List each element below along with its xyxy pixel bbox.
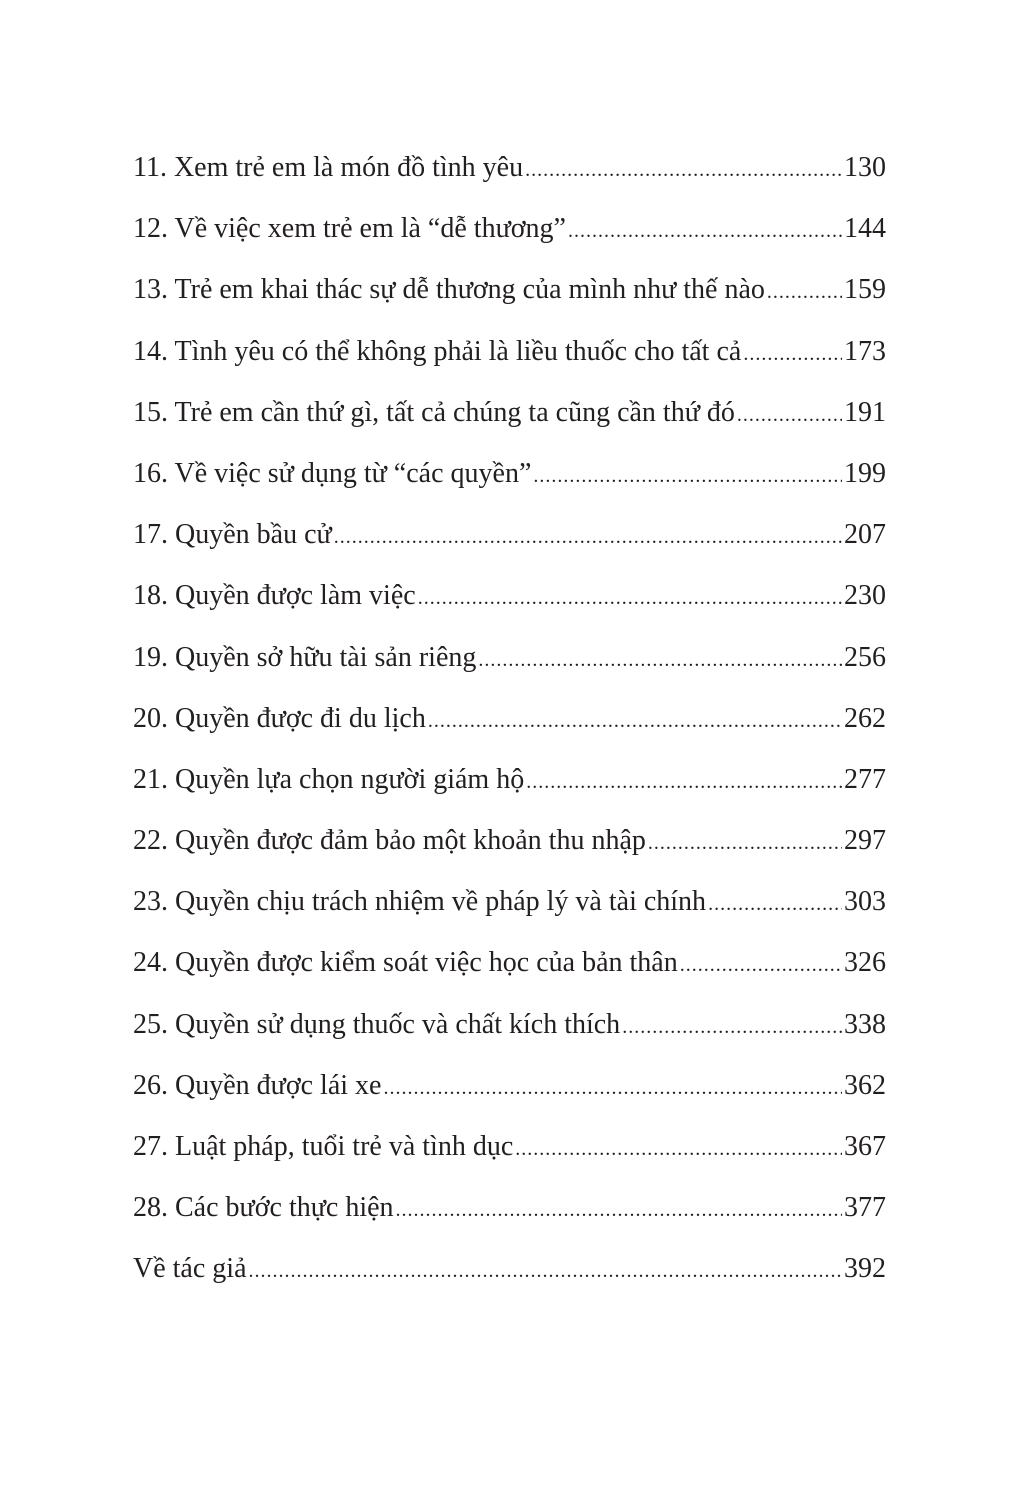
dot-leader [383,1069,842,1107]
toc-entry-page: 130 [844,152,886,183]
dot-leader [648,824,842,862]
toc-entry-page: 230 [844,580,886,612]
toc-entry-title: 23. Quyền chịu trách nhiệm về pháp lý và tài chính [133,886,707,918]
dot-leader [525,151,842,189]
toc-entry [133,1006,886,1067]
toc-entry [133,394,886,455]
toc-entry-title: 25. Quyền sử dụng thuốc và chất kích thích [133,1008,621,1040]
toc-entry [133,1250,886,1311]
toc-entry-page: 191 [844,396,886,428]
toc-entry-page: 207 [844,519,886,551]
toc-entry-title: 14. Tình yêu có thể không phải là liều thuốc cho tất cả [133,335,742,367]
dot-leader [622,1008,842,1046]
dot-leader [249,1252,843,1290]
toc-entry-title: 24. Quyền được kiểm soát việc học của bản thân [133,947,678,979]
toc-entry-title: 26. Quyền được lái xe [133,1069,382,1101]
toc-entry [133,516,886,577]
dot-leader [737,396,842,434]
toc-entry-title: Về tác giả [133,1253,247,1285]
toc-entry-page: 277 [844,763,886,795]
toc-entry [133,577,886,638]
toc-entry [133,1067,886,1128]
toc-entry-page: 367 [844,1131,886,1162]
dot-leader [478,641,842,679]
dot-leader [533,457,842,495]
toc-entry-page: 338 [844,1008,886,1040]
toc-entry-title: 21. Quyền lựa chọn người giám hộ [133,763,525,795]
dot-leader [396,1191,842,1229]
toc-entry-page: 144 [844,213,886,245]
dot-leader [708,885,842,923]
dot-leader [743,335,842,373]
toc-entry-page: 362 [844,1069,886,1101]
toc-entry-page: 303 [844,886,886,918]
toc-entry-page: 297 [844,825,886,857]
toc-entry [133,271,886,332]
toc-entry-title: 12. Về việc xem trẻ em là “dễ thương” [133,213,566,245]
toc-entry-title: 18. Quyền được làm việc [133,580,416,612]
toc-entry [133,883,886,944]
toc-entry [133,944,886,1005]
toc-entry [133,210,886,271]
toc-entry [133,455,886,516]
toc-entry-page: 199 [844,457,886,489]
toc-entry-title: 22. Quyền được đảm bảo một khoản thu nhập [133,825,646,857]
toc-entry-title: 28. Các bước thực hiện [133,1192,394,1224]
toc-entry-page: 377 [844,1192,886,1224]
toc-entry-title: 19. Quyền sở hữu tài sản riêng [133,641,477,673]
dot-leader [568,212,842,250]
toc-entry-page: 392 [844,1253,886,1285]
toc-entry-title: 13. Trẻ em khai thác sự dễ thương của mình như thế nào [133,274,765,306]
toc-entry [133,822,886,883]
toc-entry-title: 16. Về việc sử dụng từ “các quyền” [133,457,532,489]
toc-entry [133,700,886,761]
table-of-contents [133,149,886,1312]
toc-entry-page: 262 [844,702,886,734]
toc-entry [133,761,886,822]
toc-entry-title: 20. Quyền được đi du lịch [133,702,426,734]
toc-entry [133,333,886,394]
dot-leader [334,518,842,556]
dot-leader [515,1130,842,1168]
toc-entry [133,639,886,700]
toc-entry-title: 27. Luật pháp, tuổi trẻ và tình dục [133,1131,514,1162]
toc-entry-page: 326 [844,947,886,979]
toc-entry-page: 159 [844,274,886,306]
toc-entry [133,1189,886,1250]
toc-entry [133,1128,886,1189]
toc-entry-title: 11. Xem trẻ em là món đồ tình yêu [133,152,524,183]
dot-leader [680,946,842,984]
toc-entry-page: 256 [844,641,886,673]
toc-entry-page: 173 [844,335,886,367]
toc-entry-title: 17. Quyền bầu cử [133,519,332,551]
dot-leader [526,763,842,801]
toc-entry [133,149,886,210]
dot-leader [418,579,842,617]
dot-leader [767,273,842,311]
toc-entry-title: 15. Trẻ em cần thứ gì, tất cả chúng ta cũng cần thứ đó [133,396,735,428]
dot-leader [428,702,842,740]
